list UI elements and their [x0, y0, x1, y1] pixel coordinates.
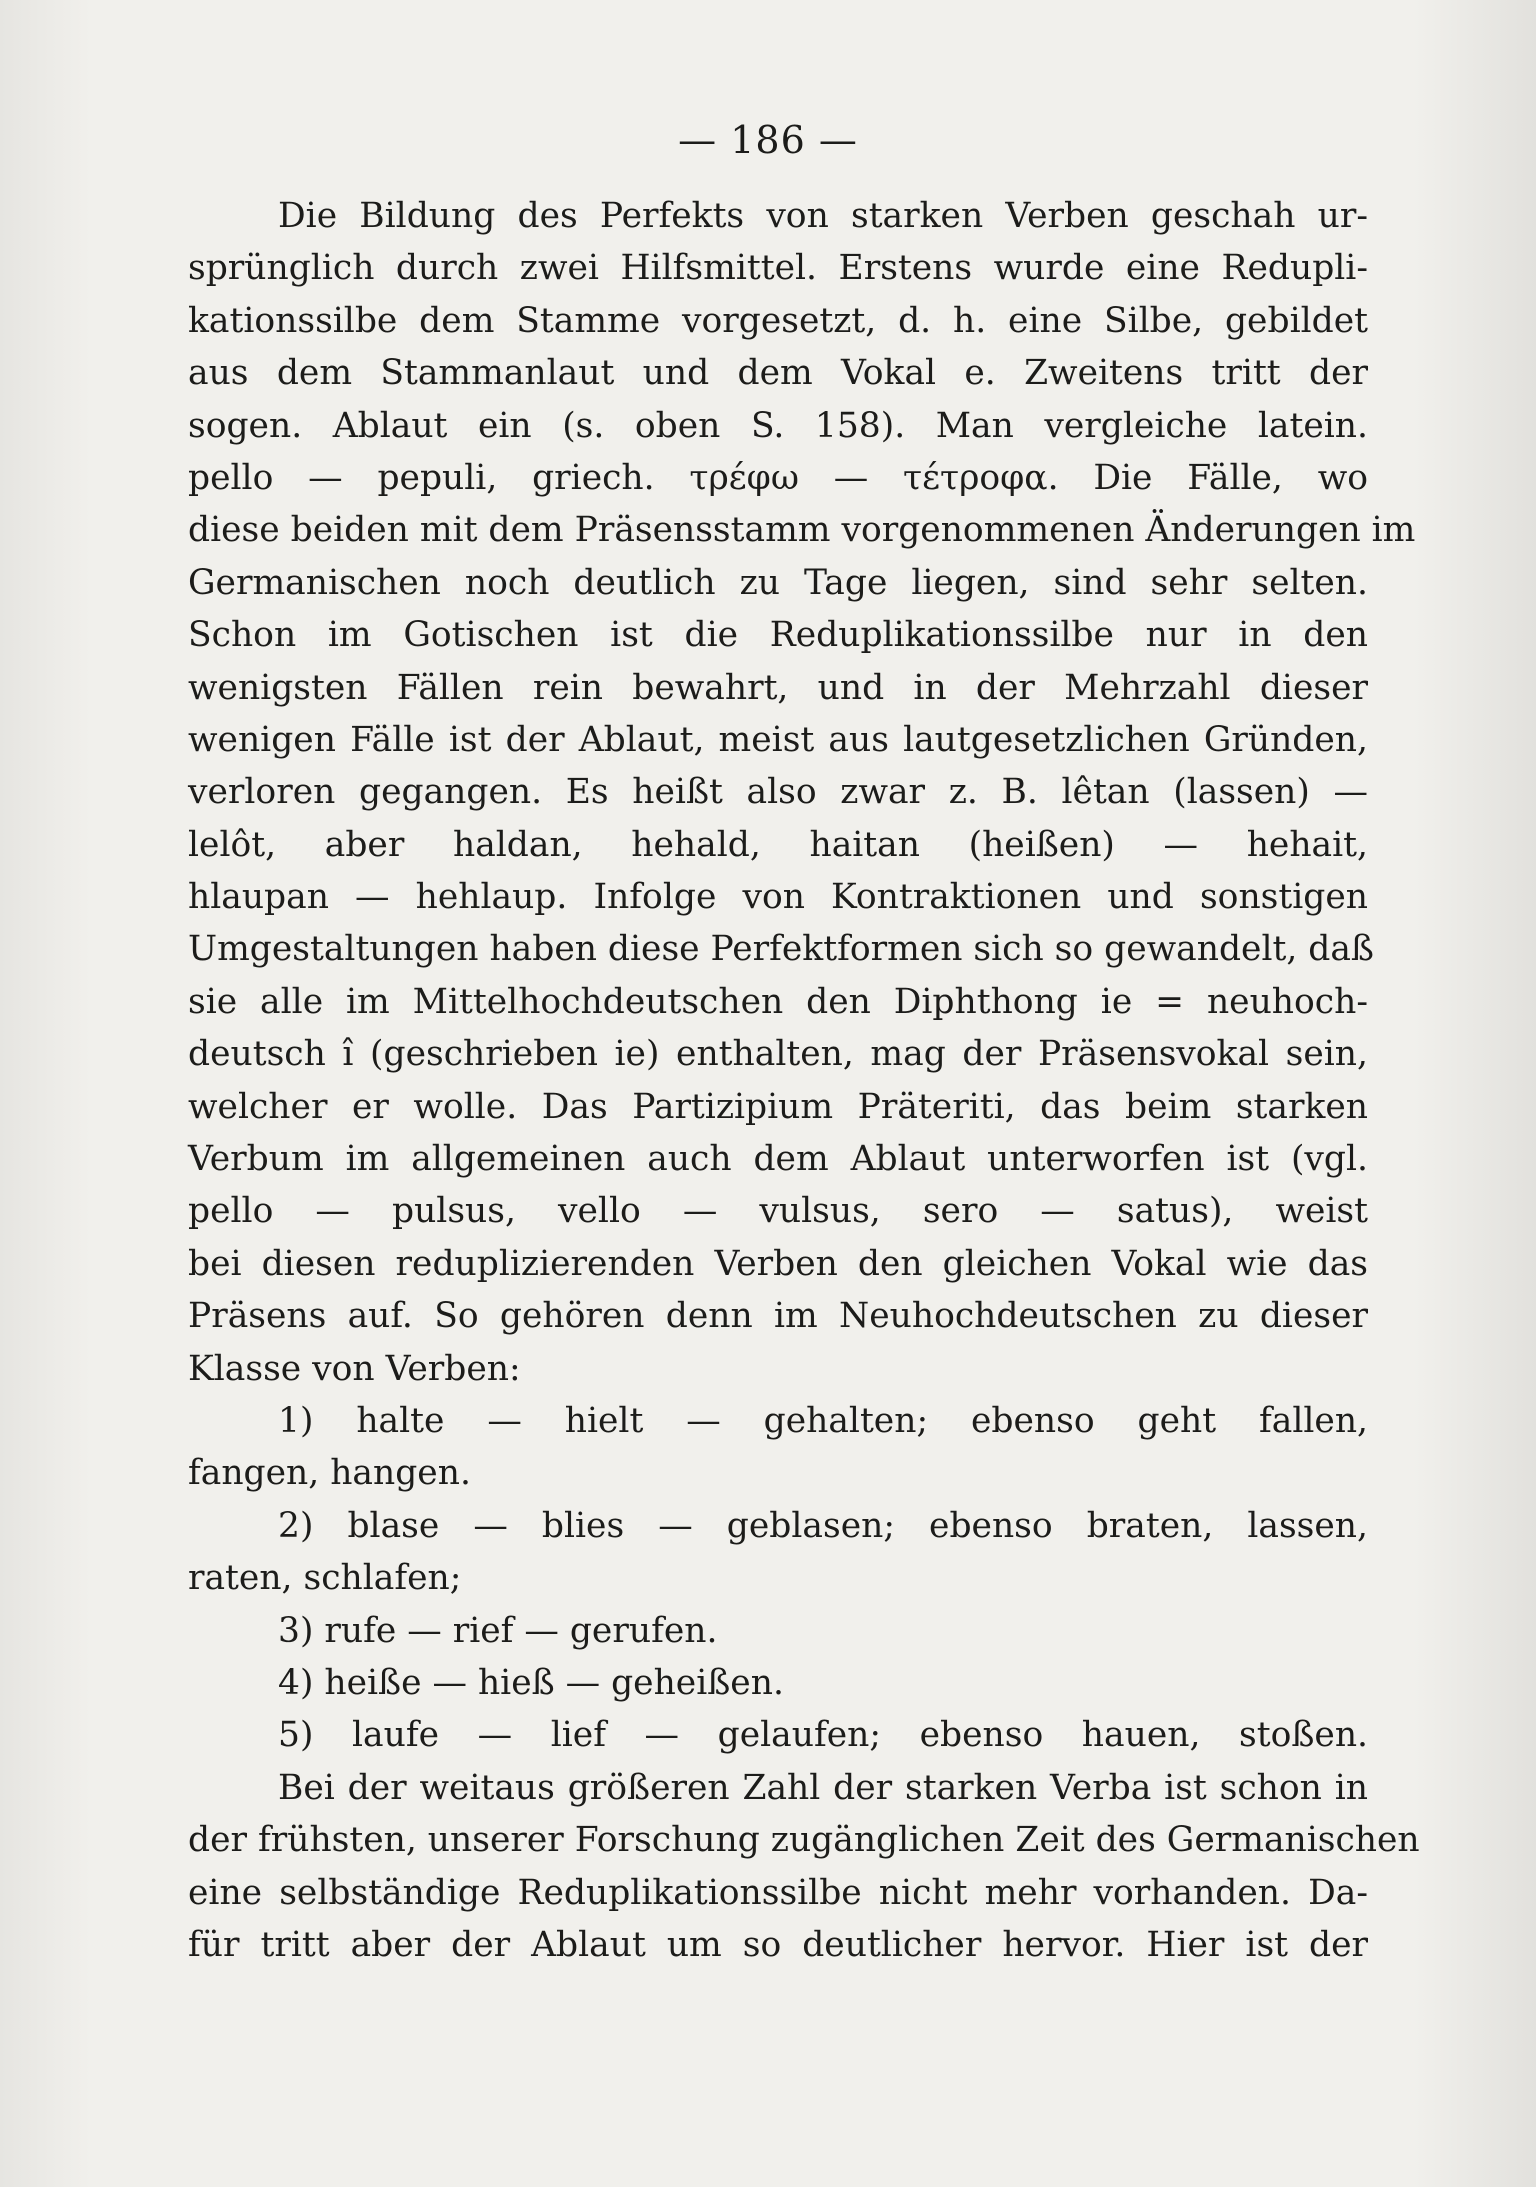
- text-line: Klasse von Verben:: [188, 1348, 521, 1389]
- text-line: deutsch î (geschrieben ie) enthalten, mag der Präsensvokal sein,: [188, 1034, 1368, 1075]
- text-line: kationssilbe dem Stamme vorgesetzt, d. h. eine Silbe, gebildet: [188, 300, 1368, 341]
- list-item-line: 3) rufe — rief — gerufen.: [278, 1610, 718, 1651]
- text-line: für tritt aber der Ablaut um so deutlicher hervor. Hier ist der: [188, 1924, 1368, 1965]
- text-line: hlaupan — hehlaup. Infolge von Kontraktionen und sonstigen: [188, 877, 1368, 918]
- page-body: [188, 190, 1420, 1971]
- list-item-line: 2) blase — blies — geblasen; ebenso braten, lassen,: [278, 1505, 1368, 1546]
- page-number: — 186 —: [678, 118, 858, 162]
- text-line: der frühsten, unserer Forschung zugänglichen Zeit des Germanischen: [188, 1820, 1420, 1861]
- text-line: sogen. Ablaut ein (s. oben S. 158). Man vergleiche latein.: [188, 405, 1368, 446]
- list-item-line: 5) laufe — lief — gelaufen; ebenso hauen, stoßen.: [278, 1715, 1368, 1756]
- text-line: Germanischen noch deutlich zu Tage liegen, sind sehr selten.: [188, 562, 1368, 603]
- text-line: verloren gegangen. Es heißt also zwar z. B. lêtan (lassen) —: [188, 772, 1368, 813]
- list-item-line: 1) halte — hielt — gehalten; ebenso geht fallen,: [278, 1400, 1368, 1441]
- text-line: sie alle im Mittelhochdeutschen den Diphthong ie = neuhoch-: [188, 981, 1368, 1022]
- text-line: pello — pepuli, griech. τρέφω — τέτροφα. Die Fälle, wo: [188, 457, 1368, 498]
- list-item-continuation: raten, schlafen;: [188, 1558, 462, 1599]
- text-line: lelôt, aber haldan, hehald, haitan (heißen) — hehait,: [188, 824, 1368, 865]
- text-line: wenigen Fälle ist der Ablaut, meist aus lautgesetzlichen Gründen,: [188, 719, 1368, 760]
- text-line: Schon im Gotischen ist die Reduplikationssilbe nur in den: [188, 615, 1368, 656]
- text-line: Bei der weitaus größeren Zahl der starken Verba ist schon in: [278, 1767, 1368, 1808]
- text-line: eine selbständige Reduplikationssilbe nicht mehr vorhanden. Da-: [188, 1872, 1368, 1913]
- list-item-line: 4) heiße — hieß — geheißen.: [278, 1662, 784, 1703]
- text-line: sprünglich durch zwei Hilfsmittel. Erstens wurde eine Redupli-: [188, 248, 1368, 289]
- text-line: bei diesen reduplizierenden Verben den gleichen Vokal wie das: [188, 1243, 1368, 1284]
- text-line: aus dem Stammanlaut und dem Vokal e. Zweitens tritt der: [188, 353, 1368, 394]
- text-line: wenigsten Fällen rein bewahrt, und in der Mehrzahl dieser: [188, 667, 1368, 708]
- text-line: Verbum im allgemeinen auch dem Ablaut unterworfen ist (vgl.: [188, 1139, 1368, 1180]
- text-line: Die Bildung des Perfekts von starken Verben geschah ur-: [278, 196, 1368, 236]
- text-line: diese beiden mit dem Präsensstamm vorgenommenen Änderungen im: [188, 510, 1416, 551]
- text-line: welcher er wolle. Das Partizipium Präteriti, das beim starken: [188, 1086, 1368, 1127]
- text-line: Umgestaltungen haben diese Perfektformen sich so gewandelt, daß: [188, 929, 1374, 970]
- text-line: pello — pulsus, vello — vulsus, sero — satus), weist: [188, 1191, 1368, 1232]
- text-line: Präsens auf. So gehören denn im Neuhochdeutschen zu dieser: [188, 1296, 1368, 1337]
- list-item-continuation: fangen, hangen.: [188, 1453, 471, 1494]
